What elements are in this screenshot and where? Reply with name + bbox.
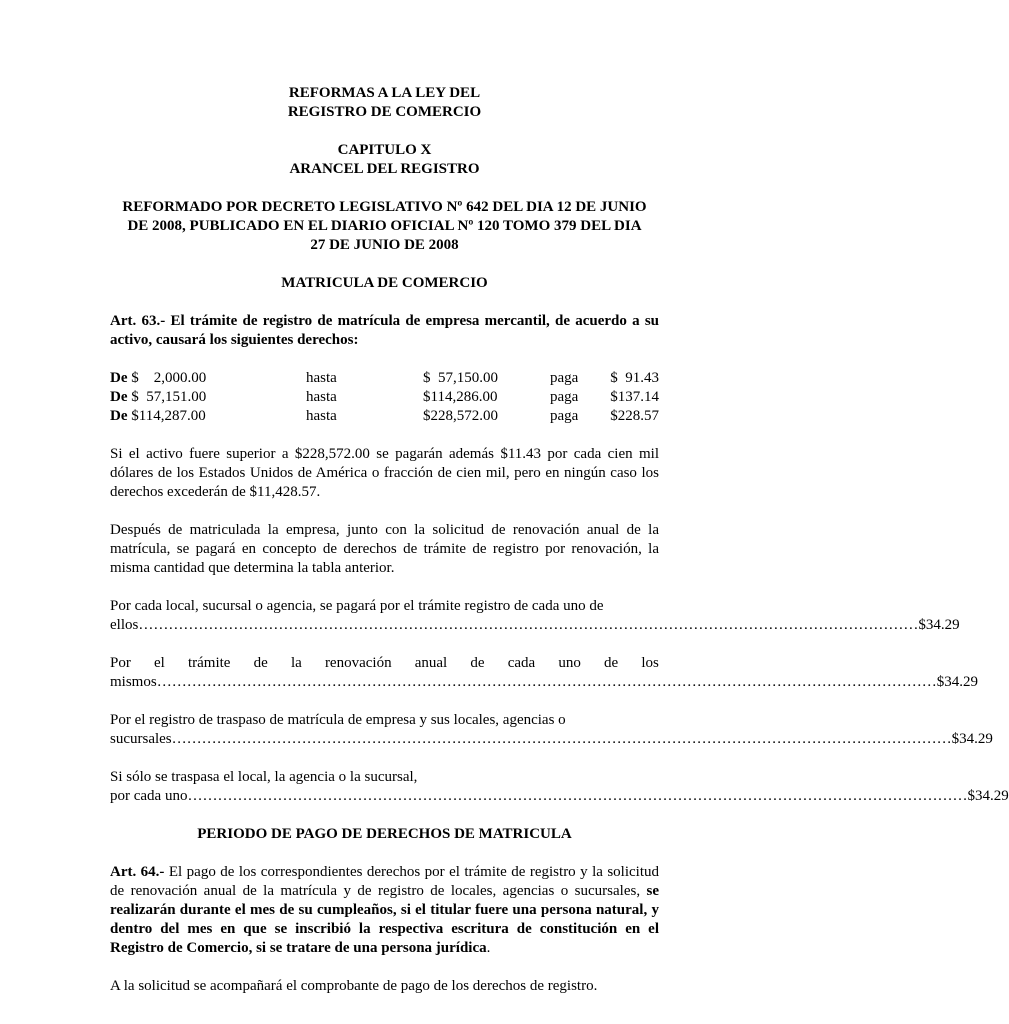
section-heading-matricula: MATRICULA DE COMERCIO — [281, 275, 488, 291]
renewal-line-1 — [110, 654, 659, 673]
art-63-paragraph — [110, 312, 659, 350]
art-63-text: El trámite de registro de matrícula de empresa mercantil, de acuerdo a su activo, causará los siguientes derechos: — [110, 313, 660, 348]
renewal-amount: $34.29 — [936, 674, 978, 690]
dot-leader: ………………………………………………………………………………………………………………………………………… — [187, 788, 968, 804]
word: los — [641, 655, 659, 671]
renewal-line-2-start: mismos — [110, 674, 157, 690]
fee-row — [110, 407, 659, 426]
fee-to-word: hasta — [306, 370, 337, 386]
branch-line-2 — [110, 616, 960, 635]
chapter-line-2: ARANCEL DEL REGISTRO — [289, 161, 480, 177]
decree-line-1: REFORMADO POR DECRETO LEGISLATIVO Nº 642 DEL DIA 12 DE JUNIO — [122, 199, 647, 215]
word: el — [154, 655, 165, 671]
fee-pays-word: paga — [550, 389, 579, 405]
word: trámite — [187, 655, 231, 671]
fee-amount: $228.57 — [610, 408, 659, 424]
title-line-1: REFORMAS A LA LEY DEL — [288, 85, 481, 101]
fee-from: De $ 57,151.00 — [110, 389, 207, 405]
decree-line-3: 27 DE JUNIO DE 2008 — [310, 237, 459, 253]
art-64-end: . — [486, 940, 491, 956]
fee-pays-word: paga — [550, 370, 579, 386]
fee-to-word: hasta — [306, 389, 337, 405]
renewal-fee-item — [110, 654, 978, 692]
word: Por — [110, 655, 131, 671]
word: anual — [414, 655, 448, 671]
word: renovación — [324, 655, 392, 671]
transfer-line-2 — [110, 730, 993, 749]
art-64-text: El pago de los correspondientes derechos por el trámite de registro y la solicitud de renovación anual de la matrícula y de registro de locales, agencias o sucursales, — [110, 864, 660, 899]
local-line-2-start: por cada uno — [110, 788, 188, 804]
local-transfer-fee-item — [110, 768, 1009, 806]
renewal-line-2 — [110, 673, 978, 692]
transfer-line-1: Por el registro de traspaso de matrícula de empresa y sus locales, agencias o — [110, 712, 566, 728]
local-line-1: Si sólo se traspasa el local, la agencia o la sucursal, — [110, 769, 418, 785]
closing-paragraph: A la solicitud se acompañará el comprobante de pago de los derechos de registro. — [110, 978, 598, 994]
word: la — [290, 655, 302, 671]
fee-upper: $ 57,150.00 — [423, 370, 498, 386]
transfer-amount: $34.29 — [951, 731, 993, 747]
fee-from: De $ 2,000.00 — [110, 370, 207, 386]
fee-amount: $ 91.43 — [610, 370, 659, 386]
fee-from: De $114,287.00 — [110, 408, 206, 424]
dot-leader: ………………………………………………………………………………………………………………………………………… — [138, 617, 919, 633]
excess-paragraph: Si el activo fuere superior a $228,572.00 se pagarán además $11.43 por cada cien mil dólares de los Estados Unidos de América o fracción de cien mil, pero en ningún caso los derechos excederán de $11,428.57. — [110, 446, 659, 500]
art-64-bold-text: se realizarán durante el mes de su cumpleaños, si el titular fuere una persona natural, y dentro del mes en que se inscribió la respectiva escritura de constitución en el Registro de Comercio, si se tratare de una persona jurídica — [110, 883, 659, 956]
section-heading-periodo: PERIODO DE PAGO DE DERECHOS DE MATRICULA — [197, 826, 572, 842]
local-amount: $34.29 — [967, 788, 1009, 804]
fee-to-word: hasta — [306, 408, 337, 424]
word: cada — [507, 655, 536, 671]
word: de — [604, 655, 619, 671]
fee-row — [110, 369, 659, 388]
transfer-line-2-start: sucursales — [110, 731, 172, 747]
branch-fee-item — [110, 597, 960, 635]
document-body — [110, 84, 1009, 996]
title-line-2: REGISTRO DE COMERCIO — [287, 104, 482, 120]
chapter-line-1: CAPITULO X — [337, 142, 432, 158]
branch-amount: $34.29 — [918, 617, 960, 633]
branch-line-2-start: ellos — [110, 617, 139, 633]
art-64-label: Art. 64.- — [110, 864, 165, 880]
word: de — [253, 655, 268, 671]
fee-row — [110, 388, 659, 407]
dot-leader: ………………………………………………………………………………………………………………………………………… — [171, 731, 952, 747]
fee-upper: $114,286.00 — [423, 389, 498, 405]
decree-line-2: DE 2008, PUBLICADO EN EL DIARIO OFICIAL Nº 120 TOMO 379 DEL DIA — [127, 218, 642, 234]
fee-amount: $137.14 — [610, 389, 659, 405]
fee-pays-word: paga — [550, 408, 579, 424]
fee-upper: $228,572.00 — [423, 408, 498, 424]
word: uno — [558, 655, 581, 671]
art-63-label: Art. 63.- — [110, 313, 166, 329]
local-line-2 — [110, 787, 1009, 806]
fee-table — [110, 369, 659, 426]
branch-line-1: Por cada local, sucursal o agencia, se pagará por el trámite registro de cada uno de — [110, 598, 604, 614]
dot-leader: ………………………………………………………………………………………………………………………………………… — [156, 674, 937, 690]
word: de — [470, 655, 485, 671]
art-64-paragraph — [110, 863, 659, 958]
transfer-fee-item — [110, 711, 993, 749]
renewal-paragraph: Después de matriculada la empresa, junto con la solicitud de renovación anual de la matrícula, se pagará en concepto de derechos de trámite de registro por renovación, la misma cantidad que determina la tabla anterior. — [110, 522, 659, 576]
